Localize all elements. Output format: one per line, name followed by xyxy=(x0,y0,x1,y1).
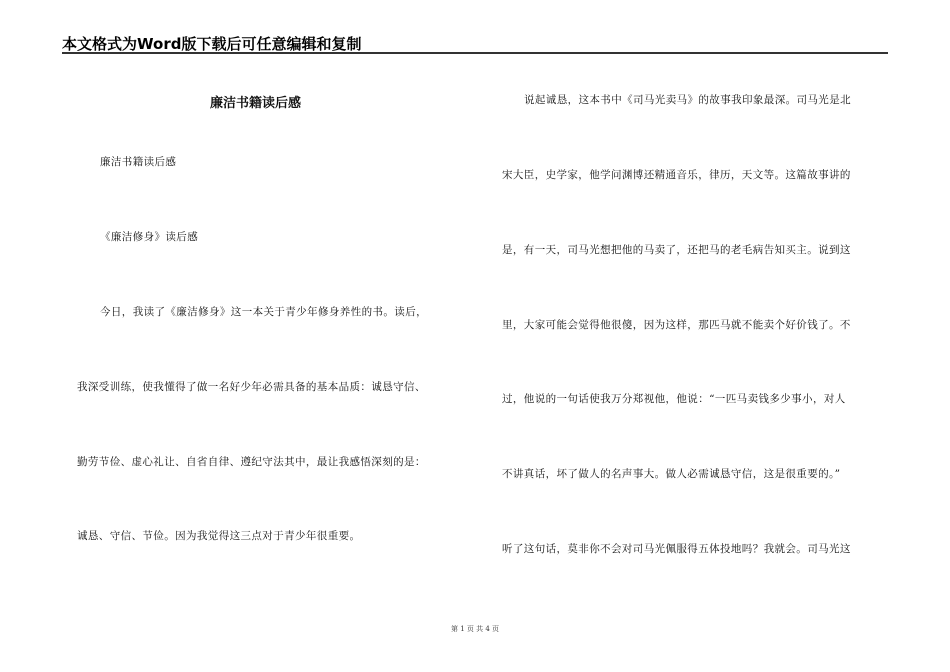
left-line: 廉洁书籍读后感 xyxy=(100,156,177,168)
header-divider xyxy=(62,52,888,54)
right-line: 里，大家可能会觉得他很傻，因为这样，那匹马就不能卖个好价钱了。不 xyxy=(502,319,851,331)
document-header-title: 本文格式为Word版下载后可任意编辑和复制 xyxy=(62,35,362,53)
right-line: 过，他说的一句话使我万分郑视他，他说：“一匹马卖钱多少事小，对人 xyxy=(502,393,846,405)
left-line: 《廉洁修身》读后感 xyxy=(100,231,199,243)
left-line: 今日，我读了《廉洁修身》这一本关于青少年修身养性的书。读后， xyxy=(100,306,427,318)
right-line: 听了这句话，莫非你不会对司马光佩服得五体投地吗？我就会。司马光这 xyxy=(502,543,851,555)
document-title: 廉洁书籍读后感 xyxy=(210,96,302,111)
left-line: 诚恳、守信、节俭。因为我觉得这三点对于青少年很重要。 xyxy=(77,530,361,542)
page-number-footer: 第 1 页 共 4 页 xyxy=(450,625,500,633)
left-line: 我深受训练，使我懂得了做一名好少年必需具备的基本品质：诚恳守信、 xyxy=(77,381,426,393)
right-line: 不讲真话，坏了做人的名声事大。做人必需诚恳守信，这是很重要的。” xyxy=(502,468,841,480)
right-line: 是，有一天，司马光想把他的马卖了，还把马的老毛病告知买主。说到这 xyxy=(502,244,851,256)
right-line: 说起诚恳，这本书中《司马光卖马》的故事我印象最深。司马光是北 xyxy=(524,94,851,106)
left-line: 勤劳节俭、虚心礼让、自省自律、遵纪守法其中，最让我感悟深刻的是： xyxy=(77,456,426,468)
right-line: 宋大臣，史学家，他学问渊博还精通音乐，律历，天文等。这篇故事讲的 xyxy=(502,169,851,181)
